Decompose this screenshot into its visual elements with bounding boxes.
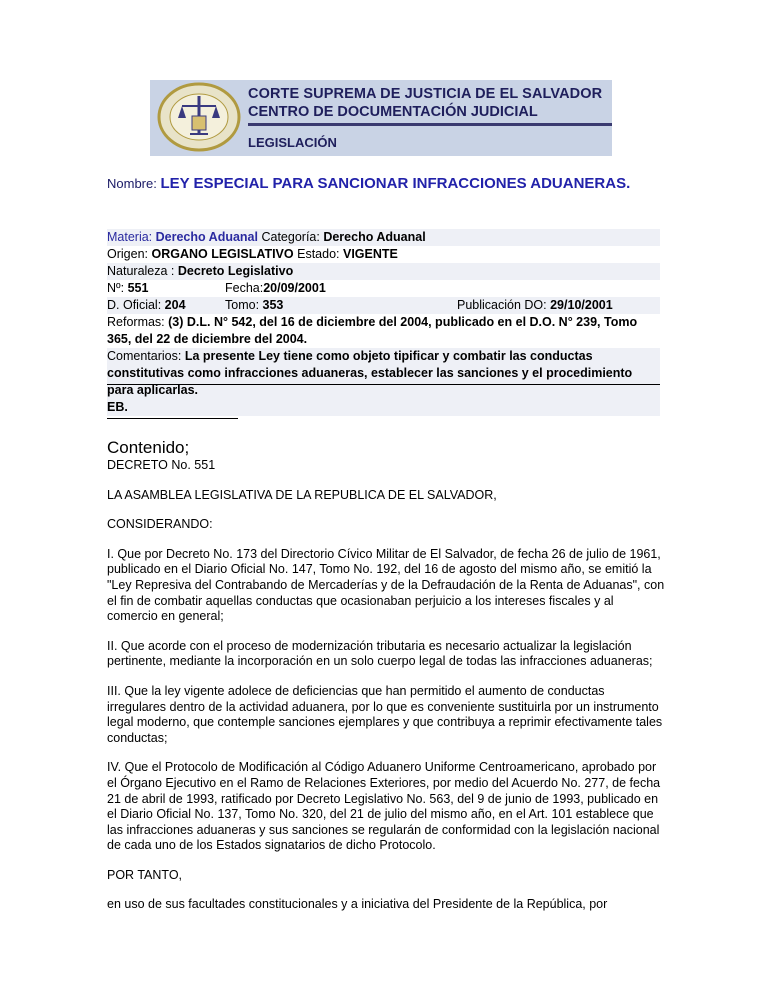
publicacion-cell (457, 297, 613, 314)
categoria-label: Categoría: (261, 230, 320, 244)
tomo-label: Tomo: (225, 298, 260, 312)
naturaleza-value: Decreto Legislativo (177, 264, 294, 278)
judicial-seal-icon (154, 82, 244, 152)
banner-divider (248, 123, 612, 126)
origen-value: ORGANO LEGISLATIVO (151, 247, 294, 261)
contenido-heading: Contenido; (107, 438, 190, 457)
publicacion-value: 29/10/2001 (550, 298, 613, 312)
divider-line (107, 384, 660, 385)
considerando-iii: III. Que la ley vigente adolece de deficiencias que han permitido el aumento de conductas irregulares dentro de la actividad aduanera, por lo que es conveniente sustituirla por un instrumento legal moderno, que contemple sanciones ejemplares y que contribuya a reprimir efectivamente tales conductas; (107, 683, 663, 745)
decreto-number: DECRETO No. 551 (107, 458, 216, 472)
metadata-row-origen (107, 246, 660, 263)
metadata-row-oficial (107, 297, 660, 314)
origen-label: Origen: (107, 247, 148, 261)
materia-value: Derecho Aduanal (155, 230, 258, 244)
header-banner (150, 80, 612, 156)
eb-initials: EB. (107, 400, 128, 414)
considerando-ii: II. Que acorde con el proceso de modernización tributaria es necesario actualizar la legislación pertinente, mediante la incorporación en un solo cuerpo legal de todas las infracciones aduaneras; (107, 638, 653, 669)
facultades-paragraph: en uso de sus facultades constitucionales y a iniciativa del Presidente de la República, por (107, 897, 608, 912)
banner-section: LEGISLACIÓN (248, 135, 337, 150)
por-tanto: POR TANTO, (107, 867, 183, 882)
metadata-row-comentarios (107, 348, 660, 416)
asamblea-line: LA ASAMBLEA LEGISLATIVA DE LA REPUBLICA DE EL SALVADOR, (107, 487, 497, 502)
reformas-label: Reformas: (107, 315, 165, 329)
metadata-row-numero (107, 280, 660, 297)
considerando-i: I. Que por Decreto No. 173 del Directorio Cívico Militar de El Salvador, de fecha 26 de julio de 1961, publicado en el Diario Oficial No. 147, Tomo No. 192, del 16 de agosto del mismo año, se emitió la "Ley Represiva del Contrabando de Mercaderías y de la Defraudación de la Renta de Aduanas", con el fin de combatir aquellas conductas que ocasionaban perjuicio a los intereses fiscales y al comercio en general; (107, 546, 665, 624)
categoria-value: Derecho Aduanal (323, 230, 426, 244)
numero-value: 551 (127, 281, 149, 295)
fecha-label: Fecha: (225, 281, 264, 295)
estado-value: VIGENTE (342, 247, 398, 261)
nombre-label: Nombre: (107, 176, 157, 191)
reformas-value: (3) D.L. N° 542, del 16 de diciembre del 2004, publicado en el D.O. N° 239, Tomo 365, del 22 de diciembre del 2004. (107, 315, 638, 346)
fecha-value: 20/09/2001 (263, 281, 326, 295)
law-title: LEY ESPECIAL PARA SANCIONAR INFRACCIONES ADUANERAS. (160, 175, 631, 192)
metadata-row-naturaleza (107, 263, 660, 280)
tomo-cell (225, 297, 283, 314)
oficial-value: 204 (164, 298, 186, 312)
law-name (107, 175, 630, 192)
comentarios-label: Comentarios: (107, 349, 182, 363)
naturaleza-label: Naturaleza : (107, 264, 175, 278)
considerando-iv: IV. Que el Protocolo de Modificación al Código Aduanero Uniforme Centroamericano, aprobado por el Órgano Ejecutivo en el Ramo de Relaciones Exteriores, por medio del Acuerdo No. 277, de fecha 21 de abril de 1993, ratificado por Decreto Legislativo No. 563, del 9 de junio de 1993, publicado en el Diario Oficial No. 137, Tomo No. 320, del 21 de julio del mismo año, en el Art. 101 establece que las infracciones aduaneras y sus sanciones se regularán de conformidad con la legislación nacional de cada uno de los Estados signatarios de dicho Protocolo. (107, 760, 661, 853)
banner-title: CORTE SUPREMA DE JUSTICIA DE EL SALVADOR (248, 86, 603, 102)
comentarios-value: La presente Ley tiene como objeto tipificar y combatir las conductas constitutivas como infracciones aduaneras, establecer las sanciones y el procedimiento para aplicarlas. (107, 349, 633, 397)
publicacion-label: Publicación DO: (457, 298, 547, 312)
fecha-cell (225, 280, 326, 297)
numero-label: Nº: (107, 281, 125, 295)
estado-label: Estado: (297, 247, 340, 261)
tomo-value: 353 (262, 298, 284, 312)
banner-subtitle: CENTRO DE DOCUMENTACIÓN JUDICIAL (248, 104, 538, 120)
metadata-row-reformas (107, 314, 660, 348)
considerando-heading: CONSIDERANDO: (107, 517, 213, 532)
oficial-label: D. Oficial: (107, 298, 162, 312)
divider-line-short (107, 418, 238, 419)
metadata-table (107, 229, 660, 416)
metadata-row-materia (107, 229, 660, 246)
document-body (107, 458, 667, 927)
materia-label: Materia: (107, 230, 153, 244)
